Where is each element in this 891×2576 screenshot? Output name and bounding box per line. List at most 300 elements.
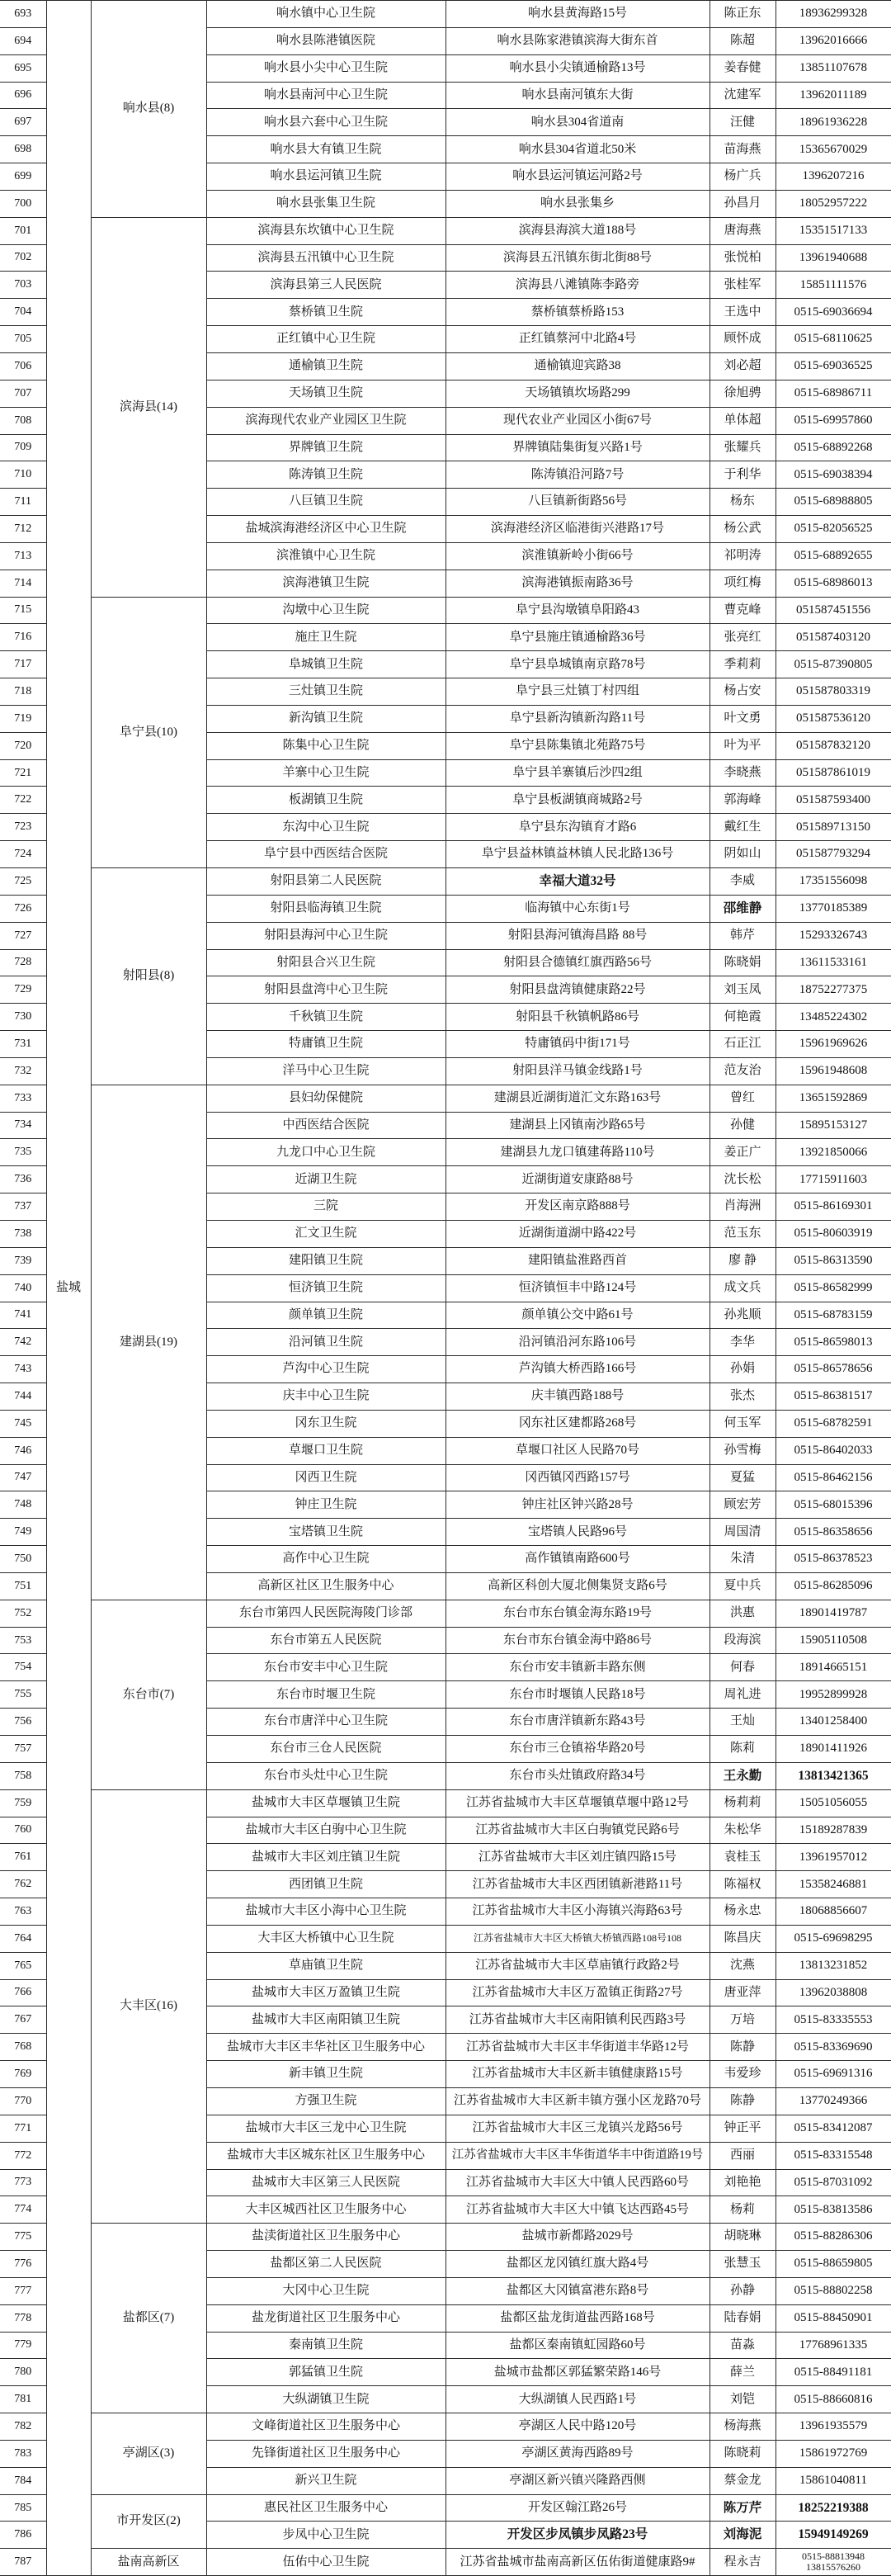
contact-phone: 13770249366 (776, 2087, 891, 2115)
facility-name: 盐都区第二人民医院 (206, 2251, 446, 2278)
facility-address: 滨海港经济区临港街兴港路17号 (446, 516, 710, 543)
contact-phone: 15905110508 (776, 1627, 891, 1654)
row-number: 784 (0, 2467, 46, 2494)
contact-phone: 0515-68892268 (776, 434, 891, 461)
row-number: 708 (0, 407, 46, 434)
facility-address: 江苏省盐城市大丰区大中镇飞达西路45号 (446, 2196, 710, 2224)
facility-address: 江苏省盐城市大丰区小海镇兴海路63号 (446, 1898, 710, 1926)
row-number: 774 (0, 2196, 46, 2224)
facility-address: 冈西镇冈西路157号 (446, 1464, 710, 1491)
facility-name: 千秋镇卫生院 (206, 1004, 446, 1031)
row-number: 701 (0, 217, 46, 244)
facility-address: 芦沟镇大桥西路166号 (446, 1356, 710, 1383)
contact-phone: 13961957012 (776, 1844, 891, 1871)
facility-name: 沿河镇卫生院 (206, 1329, 446, 1356)
facility-name: 大纵湖镇卫生院 (206, 2386, 446, 2413)
contact-phone: 18252219388 (776, 2494, 891, 2522)
facility-address: 江苏省盐城市大丰区刘庄镇四路15号 (446, 1844, 710, 1871)
facility-name: 高新区社区卫生服务中心 (206, 1572, 446, 1600)
facility-name: 盐城市大丰区三龙中心卫生院 (206, 2115, 446, 2142)
contact-phone: 17351556098 (776, 868, 891, 896)
facility-name: 施庄卫生院 (206, 624, 446, 651)
contact-phone: 17715911603 (776, 1166, 891, 1193)
row-number: 770 (0, 2087, 46, 2115)
contact-phone: 051587536120 (776, 705, 891, 732)
contact-person: 陈万芹 (710, 2494, 776, 2522)
row-number: 728 (0, 949, 46, 976)
contact-phone: 18901411926 (776, 1736, 891, 1763)
facility-address: 陈涛镇沿河路7号 (446, 461, 710, 489)
row-number: 716 (0, 624, 46, 651)
contact-phone: 0515-68988805 (776, 489, 891, 516)
contact-person: 朱松华 (710, 1817, 776, 1844)
contact-person: 祁明涛 (710, 542, 776, 570)
facility-name: 新沟镇卫生院 (206, 705, 446, 732)
district-cell: 亭湖区(3) (91, 2413, 206, 2495)
facility-address: 响水县304省道北50米 (446, 136, 710, 163)
contact-phone: 15895153127 (776, 1112, 891, 1139)
contact-person: 张悦柏 (710, 244, 776, 272)
contact-phone: 0515-88450901 (776, 2304, 891, 2332)
contact-phone: 13961935579 (776, 2413, 891, 2441)
contact-phone: 15861040811 (776, 2467, 891, 2494)
row-number: 696 (0, 82, 46, 109)
contact-phone: 0515-88802258 (776, 2277, 891, 2304)
row-number: 748 (0, 1491, 46, 1519)
facility-name: 射阳县第二人民医院 (206, 868, 446, 896)
contact-phone: 13961940688 (776, 244, 891, 272)
facility-name: 东台市时堰卫生院 (206, 1681, 446, 1709)
contact-phone: 0515-68892655 (776, 542, 891, 570)
contact-person: 戴红生 (710, 814, 776, 841)
contact-phone: 13962038808 (776, 1979, 891, 2006)
facility-name: 蔡桥镇卫生院 (206, 299, 446, 326)
contact-person: 杨海燕 (710, 2413, 776, 2441)
row-number: 694 (0, 27, 46, 54)
contact-person: 项红梅 (710, 570, 776, 597)
table-row (0, 1085, 891, 1112)
facility-name: 滨海县五汛镇中心卫生院 (206, 244, 446, 272)
facility-address: 八巨镇新街路56号 (446, 489, 710, 516)
facility-name: 射阳县盘湾中心卫生院 (206, 976, 446, 1004)
phone-line: 0515-88813948 (802, 2550, 865, 2563)
facility-name: 三院 (206, 1193, 446, 1221)
row-number: 744 (0, 1383, 46, 1411)
contact-person: 张耀兵 (710, 434, 776, 461)
facility-address: 盐城市新都路2029号 (446, 2224, 710, 2251)
district-cell: 盐都区(7) (91, 2224, 206, 2413)
facility-name: 惠民社区卫生服务中心 (206, 2494, 446, 2522)
contact-phone: 0515-69957860 (776, 407, 891, 434)
contact-phone: 13485224302 (776, 1004, 891, 1031)
facility-name: 盐城市大丰区南阳镇卫生院 (206, 2006, 446, 2034)
facility-address: 大纵湖镇人民西路1号 (446, 2386, 710, 2413)
contact-person: 杨公武 (710, 516, 776, 543)
facility-address: 开发区南京路888号 (446, 1193, 710, 1221)
row-number: 752 (0, 1600, 46, 1627)
contact-person: 李威 (710, 868, 776, 896)
row-number: 740 (0, 1274, 46, 1302)
facility-name: 盐城市大丰区白驹中心卫生院 (206, 1817, 446, 1844)
facility-address: 江苏省盐城市大丰区大中镇人民西路60号 (446, 2169, 710, 2196)
row-number: 725 (0, 868, 46, 896)
table-row (0, 1, 891, 28)
facility-name: 洋马中心卫生院 (206, 1057, 446, 1085)
row-number: 786 (0, 2522, 46, 2549)
contact-person: 刘必超 (710, 352, 776, 380)
contact-phone: 19952899928 (776, 1681, 891, 1709)
contact-person: 薛兰 (710, 2359, 776, 2386)
row-number: 781 (0, 2386, 46, 2413)
contact-person: 张杰 (710, 1383, 776, 1411)
facility-name: 恒济镇卫生院 (206, 1274, 446, 1302)
facility-name: 九龙口中心卫生院 (206, 1139, 446, 1166)
contact-phone: 0515-83369690 (776, 2034, 891, 2061)
contact-person: 朱清 (710, 1546, 776, 1573)
facility-name: 滨海港镇卫生院 (206, 570, 446, 597)
contact-phone (776, 2549, 891, 2576)
contact-person: 陆春娟 (710, 2304, 776, 2332)
contact-phone: 0515-88660816 (776, 2386, 891, 2413)
facility-address: 滨海县五汛镇东街北街88号 (446, 244, 710, 272)
facility-address: 建湖县九龙口镇建蒋路110号 (446, 1139, 710, 1166)
facility-name: 东台市唐洋中心卫生院 (206, 1709, 446, 1736)
row-number: 720 (0, 732, 46, 759)
contact-phone: 0515-83412087 (776, 2115, 891, 2142)
facility-address: 高作镇镇南路600号 (446, 1546, 710, 1573)
facility-name: 西团镇卫生院 (206, 1871, 446, 1898)
facility-name: 盐城市大丰区刘庄镇卫生院 (206, 1844, 446, 1871)
facility-address: 盐都区龙冈镇红旗大路4号 (446, 2251, 710, 2278)
facility-name: 羊寨中心卫生院 (206, 759, 446, 787)
facility-address: 射阳县盘湾镇健康路22号 (446, 976, 710, 1004)
contact-phone: 051587861019 (776, 759, 891, 787)
contact-phone: 1396207216 (776, 163, 891, 191)
facility-address: 建湖县上冈镇南沙路65号 (446, 1112, 710, 1139)
facility-name: 响水镇中心卫生院 (206, 1, 446, 28)
contact-phone: 0515-69691316 (776, 2061, 891, 2088)
contact-phone: 0515-86358656 (776, 1519, 891, 1546)
facility-address: 东台市东台镇金海中路86号 (446, 1627, 710, 1654)
facility-name: 中西医结合医院 (206, 1112, 446, 1139)
contact-person: 姜春健 (710, 54, 776, 82)
row-number: 771 (0, 2115, 46, 2142)
facility-name: 沟墩中心卫生院 (206, 597, 446, 624)
facility-address: 庆丰镇西路188号 (446, 1383, 710, 1411)
contact-phone: 051587451556 (776, 597, 891, 624)
contact-phone: 13851107678 (776, 54, 891, 82)
facility-name: 正红镇中心卫生院 (206, 326, 446, 353)
row-number: 775 (0, 2224, 46, 2251)
contact-person: 王灿 (710, 1709, 776, 1736)
contact-phone: 0515-86582999 (776, 1274, 891, 1302)
row-number: 723 (0, 814, 46, 841)
contact-phone: 0515-80603919 (776, 1220, 891, 1247)
row-number: 755 (0, 1681, 46, 1709)
contact-person: 夏中兵 (710, 1572, 776, 1600)
row-number: 743 (0, 1356, 46, 1383)
facility-name: 东台市安丰中心卫生院 (206, 1654, 446, 1681)
contact-person: 徐旭骋 (710, 380, 776, 407)
facility-address: 阜宁县益林镇益林镇人民北路136号 (446, 841, 710, 868)
contact-phone: 13770185389 (776, 895, 891, 922)
contact-person: 范玉东 (710, 1220, 776, 1247)
facility-name: 新丰镇卫生院 (206, 2061, 446, 2088)
district-cell: 响水县(8) (91, 1, 206, 218)
district-cell: 盐南高新区 (91, 2549, 206, 2576)
facility-name: 大丰区城西社区卫生服务中心 (206, 2196, 446, 2224)
row-number: 718 (0, 678, 46, 706)
contact-person: 曹克峰 (710, 597, 776, 624)
contact-person: 陈晓娟 (710, 949, 776, 976)
contact-person: 孙静 (710, 2277, 776, 2304)
facility-address: 阜宁县沟墩镇阜阳路43 (446, 597, 710, 624)
facility-address: 东台市唐洋镇新东路43号 (446, 1709, 710, 1736)
contact-person: 杨莉 (710, 2196, 776, 2224)
facility-address: 近湖街道湖中路422号 (446, 1220, 710, 1247)
facility-name: 大丰区大桥镇中心卫生院 (206, 1925, 446, 1952)
row-number: 738 (0, 1220, 46, 1247)
contact-phone: 0515-86169301 (776, 1193, 891, 1221)
table-row (0, 2549, 891, 2576)
contact-phone: 0515-83335553 (776, 2006, 891, 2034)
facility-address: 东台市安丰镇新丰路东侧 (446, 1654, 710, 1681)
row-number: 751 (0, 1572, 46, 1600)
facility-address: 响水县黄海路15号 (446, 1, 710, 28)
facility-name: 宝塔镇卫生院 (206, 1519, 446, 1546)
row-number: 713 (0, 542, 46, 570)
facility-address: 射阳县合德镇红旗西路56号 (446, 949, 710, 976)
facility-address: 高新区科创大厦北侧集贤支路6号 (446, 1572, 710, 1600)
contact-person: 洪惠 (710, 1600, 776, 1627)
facility-name: 响水县张集卫生院 (206, 190, 446, 217)
facility-name: 高作中心卫生院 (206, 1546, 446, 1573)
facility-name: 东台市三仓人民医院 (206, 1736, 446, 1763)
row-number: 695 (0, 54, 46, 82)
facility-address: 射阳县洋马镇金线路1号 (446, 1057, 710, 1085)
facility-name: 东台市第四人民医院海陵门诊部 (206, 1600, 446, 1627)
facility-address: 响水县304省道南 (446, 109, 710, 136)
contact-phone: 0515-69038394 (776, 461, 891, 489)
contact-person: 陈莉 (710, 1736, 776, 1763)
contact-person: 张亮红 (710, 624, 776, 651)
contact-phone: 0515-88286306 (776, 2224, 891, 2251)
contact-phone: 18068856607 (776, 1898, 891, 1926)
contact-person: 李华 (710, 1329, 776, 1356)
contact-phone: 0515-68110625 (776, 326, 891, 353)
contact-person: 单体超 (710, 407, 776, 434)
facility-name: 草庙镇卫生院 (206, 1952, 446, 1979)
row-number: 739 (0, 1247, 46, 1274)
facility-address: 盐城市盐都区郭猛繁荣路146号 (446, 2359, 710, 2386)
facility-table-body (0, 1, 891, 2576)
facility-name: 滨海现代农业产业园区卫生院 (206, 407, 446, 434)
row-number: 749 (0, 1519, 46, 1546)
facility-address: 江苏省盐城市大丰区新丰镇健康路15号 (446, 2061, 710, 2088)
contact-phone: 051587403120 (776, 624, 891, 651)
contact-person: 王选中 (710, 299, 776, 326)
facility-address: 江苏省盐城市大丰区三龙镇兴龙路56号 (446, 2115, 710, 2142)
facility-address: 射阳县千秋镇帆路86号 (446, 1004, 710, 1031)
facility-address: 现代农业产业园区小街67号 (446, 407, 710, 434)
row-number: 756 (0, 1709, 46, 1736)
contact-phone: 17768961335 (776, 2332, 891, 2359)
row-number: 710 (0, 461, 46, 489)
row-number: 709 (0, 434, 46, 461)
facility-address: 蔡桥镇蔡桥路153 (446, 299, 710, 326)
row-number: 782 (0, 2413, 46, 2441)
contact-person: 杨莉莉 (710, 1789, 776, 1817)
facility-name: 陈集中心卫生院 (206, 732, 446, 759)
contact-person: 王永勤 (710, 1762, 776, 1789)
facility-address: 阜宁县陈集镇北苑路75号 (446, 732, 710, 759)
row-number: 765 (0, 1952, 46, 1979)
facility-name: 草堰口卫生院 (206, 1437, 446, 1464)
contact-phone: 18052957222 (776, 190, 891, 217)
district-cell: 市开发区(2) (91, 2494, 206, 2549)
row-number: 705 (0, 326, 46, 353)
contact-person: 陈晓莉 (710, 2440, 776, 2467)
facility-name: 射阳县合兴卫生院 (206, 949, 446, 976)
facility-name: 庆丰中心卫生院 (206, 1383, 446, 1411)
facility-address: 开发区翰江路26号 (446, 2494, 710, 2522)
facility-name: 界牌镇卫生院 (206, 434, 446, 461)
facility-address: 草堰口社区人民路70号 (446, 1437, 710, 1464)
district-cell: 滨海县(14) (91, 217, 206, 597)
contact-person: 何艳霞 (710, 1004, 776, 1031)
facility-address: 东台市三仓镇裕华路20号 (446, 1736, 710, 1763)
contact-person: 段海滨 (710, 1627, 776, 1654)
facility-name: 先锋街道社区卫生服务中心 (206, 2440, 446, 2467)
row-number: 776 (0, 2251, 46, 2278)
facility-address: 阜宁县阜城镇南京路78号 (446, 651, 710, 678)
contact-person: 孙兆顺 (710, 1302, 776, 1329)
contact-phone: 0515-69698295 (776, 1925, 891, 1952)
contact-person: 何春 (710, 1654, 776, 1681)
contact-phone: 15351517133 (776, 217, 891, 244)
facility-name: 盐城市大丰区丰华社区卫生服务中心 (206, 2034, 446, 2061)
row-number: 730 (0, 1004, 46, 1031)
facility-address: 钟庄社区钟兴路28号 (446, 1491, 710, 1519)
contact-person: 叶文勇 (710, 705, 776, 732)
row-number: 693 (0, 1, 46, 28)
contact-person: 刘铠 (710, 2386, 776, 2413)
district-cell: 阜宁县(10) (91, 597, 206, 867)
facility-name: 射阳县海河中心卫生院 (206, 922, 446, 949)
facility-name: 三灶镇卫生院 (206, 678, 446, 706)
contact-phone: 13401258400 (776, 1709, 891, 1736)
contact-person: 郭海峰 (710, 787, 776, 814)
facility-address: 江苏省盐城市大丰区大桥镇大桥镇西路108号108 (446, 1925, 710, 1952)
district-cell: 大丰区(16) (91, 1789, 206, 2224)
facility-name: 冈西卫生院 (206, 1464, 446, 1491)
facility-address: 颜单镇公交中路61号 (446, 1302, 710, 1329)
contact-phone: 0515-87031092 (776, 2169, 891, 2196)
facility-name: 建阳镇卫生院 (206, 1247, 446, 1274)
row-number: 780 (0, 2359, 46, 2386)
row-number: 745 (0, 1410, 46, 1437)
facility-address: 江苏省盐城市大丰区万盈镇正街路27号 (446, 1979, 710, 2006)
facility-name: 天场镇卫生院 (206, 380, 446, 407)
row-number: 787 (0, 2549, 46, 2576)
row-number: 761 (0, 1844, 46, 1871)
contact-phone: 0515-86598013 (776, 1329, 891, 1356)
facility-name: 特庸镇卫生院 (206, 1031, 446, 1058)
contact-person: 沈燕 (710, 1952, 776, 1979)
row-number: 726 (0, 895, 46, 922)
contact-person: 陈静 (710, 2034, 776, 2061)
facility-name: 步凤中心卫生院 (206, 2522, 446, 2549)
contact-phone: 0515-86578656 (776, 1356, 891, 1383)
facility-address: 江苏省盐城市大丰区丰华街道华丰中街道路19号 (446, 2142, 710, 2169)
row-number: 766 (0, 1979, 46, 2006)
row-number: 706 (0, 352, 46, 380)
contact-phone: 18961936228 (776, 109, 891, 136)
facility-name: 颜单镇卫生院 (206, 1302, 446, 1329)
facility-name: 秦南镇卫生院 (206, 2332, 446, 2359)
facility-name: 响水县六套中心卫生院 (206, 109, 446, 136)
contact-person: 顾怀成 (710, 326, 776, 353)
contact-phone: 0515-68986013 (776, 570, 891, 597)
contact-person: 袁桂玉 (710, 1844, 776, 1871)
row-number: 759 (0, 1789, 46, 1817)
contact-phone: 0515-86378523 (776, 1546, 891, 1573)
facility-address: 通榆镇迎宾路38 (446, 352, 710, 380)
facility-name: 盐城市大丰区城东社区卫生服务中心 (206, 2142, 446, 2169)
row-number: 758 (0, 1762, 46, 1789)
contact-person: 西丽 (710, 2142, 776, 2169)
facility-name: 盐城市大丰区万盈镇卫生院 (206, 1979, 446, 2006)
facility-name: 新兴卫生院 (206, 2467, 446, 2494)
facility-address: 界牌镇陆集街复兴路1号 (446, 434, 710, 461)
facility-address: 江苏省盐城市大丰区西团镇新港路11号 (446, 1871, 710, 1898)
facility-name: 滨海县第三人民医院 (206, 272, 446, 299)
contact-phone: 0515-86313590 (776, 1247, 891, 1274)
row-number: 702 (0, 244, 46, 272)
contact-phone: 13813421365 (776, 1762, 891, 1789)
facility-address: 天场镇镇坎场路299 (446, 380, 710, 407)
facility-address: 响水县陈家港镇滨海大街东首 (446, 27, 710, 54)
contact-phone: 051587793294 (776, 841, 891, 868)
contact-person: 廖 静 (710, 1247, 776, 1274)
facility-address: 建阳镇盐淮路西首 (446, 1247, 710, 1274)
contact-phone: 18914665151 (776, 1654, 891, 1681)
facility-address: 江苏省盐城市大丰区丰华街道丰华路12号 (446, 2034, 710, 2061)
contact-person: 沈建军 (710, 82, 776, 109)
facility-name: 射阳县临海镇卫生院 (206, 895, 446, 922)
facility-address: 阜宁县三灶镇丁村四组 (446, 678, 710, 706)
row-number: 724 (0, 841, 46, 868)
contact-person: 苗淼 (710, 2332, 776, 2359)
facility-address: 盐都区大冈镇富港东路8号 (446, 2277, 710, 2304)
facility-name: 东台市头灶中心卫生院 (206, 1762, 446, 1789)
row-number: 757 (0, 1736, 46, 1763)
contact-person: 韦爱珍 (710, 2061, 776, 2088)
facility-name: 盐渎街道社区卫生服务中心 (206, 2224, 446, 2251)
row-number: 785 (0, 2494, 46, 2522)
facility-address: 亭湖区人民中路120号 (446, 2413, 710, 2441)
table-row (0, 217, 891, 244)
facility-address: 滨海县八滩镇陈李路旁 (446, 272, 710, 299)
contact-person: 陈福权 (710, 1871, 776, 1898)
facility-address: 宝塔镇人民路96号 (446, 1519, 710, 1546)
contact-person: 陈超 (710, 27, 776, 54)
contact-person: 杨永忠 (710, 1898, 776, 1926)
contact-phone: 15365670029 (776, 136, 891, 163)
facility-name: 盐龙街道社区卫生服务中心 (206, 2304, 446, 2332)
contact-phone: 13962016666 (776, 27, 891, 54)
facility-name: 阜城镇卫生院 (206, 651, 446, 678)
